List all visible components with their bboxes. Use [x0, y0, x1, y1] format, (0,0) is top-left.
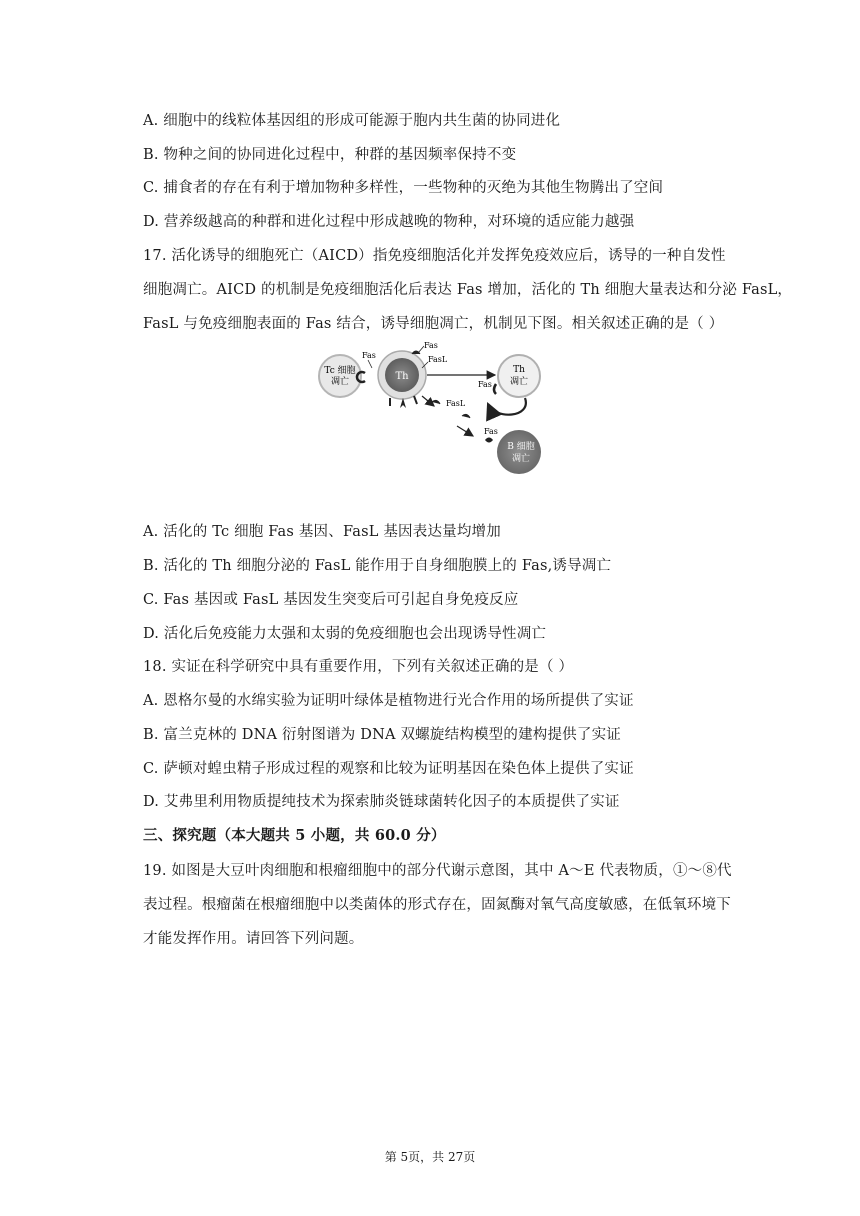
fas-receptor-icon	[412, 351, 420, 354]
q17-option-d: D. 活化后免疫能力太强和太弱的免疫细胞也会出现诱导性凋亡	[143, 626, 547, 642]
tc-cell	[319, 355, 361, 397]
q18-stem: 18. 实证在科学研究中具有重要作用，下列有关叙述正确的是（ ）	[143, 659, 574, 675]
tc-cell-apoptosis-label: 凋亡	[330, 377, 350, 387]
q16-option-c: C. 捕食者的存在有利于增加物种多样性，一些物种的灭绝为其他生物腾出了空间	[143, 180, 664, 196]
fasl-molecule-icon	[432, 400, 440, 404]
b-cell-label-1: B 细胞	[507, 442, 535, 452]
th-cell	[378, 351, 426, 399]
page-number: 第 5页，共 27页	[384, 1150, 476, 1164]
autocrine-loop-arrow	[488, 398, 526, 415]
th-apoptosis-label-1: Th	[513, 365, 525, 375]
fas-label-th: Fas	[424, 341, 438, 350]
th-apoptosis-cell	[498, 355, 540, 397]
q17-option-c: C. Fas 基因或 FasL 基因发生突变后可引起自身免疫反应	[143, 592, 519, 608]
arrow-to-b-cell	[457, 426, 473, 436]
q17-option-b: B. 活化的 Th 细胞分泌的 FasL 能作用于自身细胞膜上的 Fas,诱导凋亡	[143, 558, 612, 574]
fas-label-th-apoptosis: Fas	[478, 380, 492, 389]
aicd-mechanism-diagram	[310, 338, 550, 483]
q17-stem-line-3: FasL 与免疫细胞表面的 Fas 结合，诱导细胞凋亡，机制见下图。相关叙述正确的是（ ）	[143, 316, 724, 332]
tc-cell-label: Tc 细胞	[324, 366, 356, 376]
q18-option-d: D. 艾弗里利用物质提纯技术为探索肺炎链球菌转化因子的本质提供了实证	[143, 794, 620, 810]
q16-option-a: A. 细胞中的线粒体基因组的形成可能源于胞内共生菌的协同进化	[143, 113, 561, 129]
fasl-label-1: FasL	[428, 355, 448, 364]
th-apoptosis-label-2: 凋亡	[509, 377, 529, 387]
q19-stem-line-2: 表过程。根瘤菌在根瘤细胞中以类菌体的形式存在，固氮酶对氧气高度敏感，在低氧环境下	[143, 897, 731, 913]
q18-option-c: C. 萨顿对蝗虫精子形成过程的观察和比较为证明基因在染色体上提供了实证	[143, 761, 634, 777]
b-cell-label-2: 凋亡	[511, 454, 531, 464]
th-cell-label: Th	[395, 371, 409, 382]
fasl-label-2: FasL	[446, 399, 466, 408]
q19-stem-line-3: 才能发挥作用。请回答下列问题。	[143, 931, 364, 947]
fas-label-tc: Fas	[362, 351, 376, 360]
b-cell	[497, 430, 541, 474]
fas-label-b: Fas	[484, 427, 498, 436]
q18-option-a: A. 恩格尔曼的水绵实验为证明叶绿体是植物进行光合作用的场所提供了实证	[143, 693, 634, 709]
q17-option-a: A. 活化的 Tc 细胞 Fas 基因、FasL 基因表达量均增加	[143, 524, 501, 540]
fas-receptor-icon	[485, 438, 493, 443]
section-heading: 三、探究题（本大题共 5 小题，共 60.0 分）	[143, 827, 446, 844]
q17-stem-line-2: 细胞凋亡。AICD 的机制是免疫细胞活化后表达 Fas 增加，活化的 Th 细胞大量表达和分泌 FasL，	[143, 282, 793, 298]
fasl-molecule-icon	[462, 414, 470, 418]
q16-option-d: D. 营养级越高的种群和进化过程中形成越晚的物种，对环境的适应能力越强	[143, 214, 635, 230]
q16-option-b: B. 物种之间的协同进化过程中，种群的基因频率保持不变	[143, 147, 517, 163]
q17-stem-line-1: 17. 活化诱导的细胞死亡（AICD）指免疫细胞活化并发挥免疫效应后，诱导的一种自发性	[143, 248, 726, 264]
q18-option-b: B. 富兰克林的 DNA 衍射图谱为 DNA 双螺旋结构模型的建构提供了实证	[143, 727, 621, 743]
q19-stem-line-1: 19. 如图是大豆叶肉细胞和根瘤细胞中的部分代谢示意图，其中 A～E 代表物质，①～⑧代	[143, 863, 732, 879]
